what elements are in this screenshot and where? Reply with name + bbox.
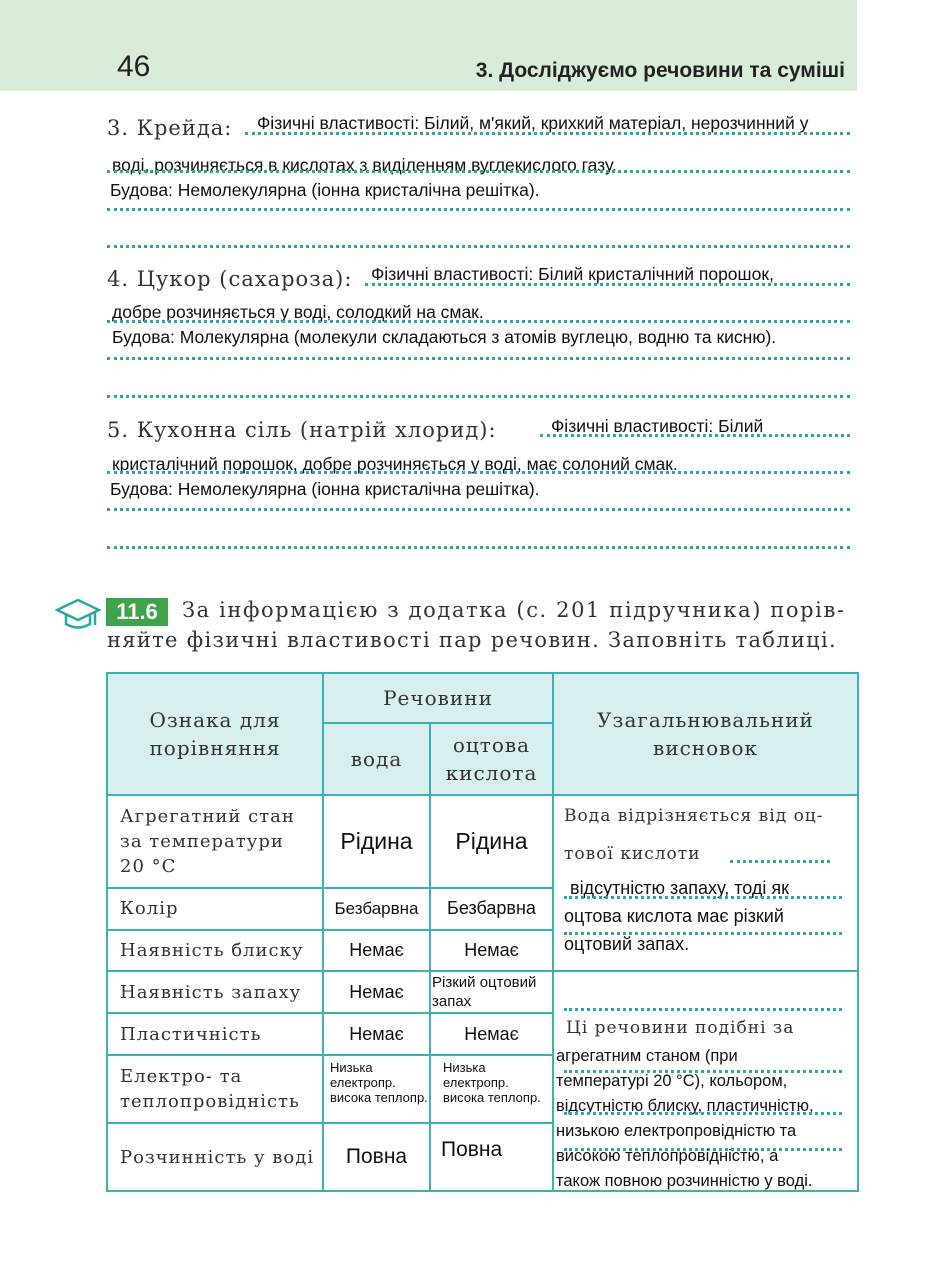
feature-cell: Розчинність у воді — [107, 1123, 323, 1191]
water-value: Повна — [323, 1123, 430, 1191]
feature-cell: Наявність запаху — [107, 971, 323, 1013]
conclusion-hand-line: також повною розчинністю у воді. — [556, 1172, 813, 1190]
answer-line: добре розчиняється у воді, солодкий на смак. — [112, 302, 484, 322]
acid-value: Повна — [430, 1123, 553, 1191]
dotted-line — [107, 170, 850, 173]
feature-cell: Агрегатний стан за температури 20 °С — [107, 795, 323, 888]
acid-value: Немає — [430, 930, 553, 971]
answer-line: Фізичні властивості: Білий — [551, 416, 764, 436]
feature-cell: Пластичність — [107, 1013, 323, 1054]
dotted-line — [564, 1112, 842, 1115]
water-value: Немає — [323, 1013, 430, 1054]
conclusion-hand-line: агрегатним станом (при — [556, 1047, 738, 1065]
dotted-line — [730, 860, 830, 863]
conclusion-cell-similarities — [553, 971, 858, 1191]
dotted-line — [107, 395, 850, 398]
answer-line: кристалічний порошок, добре розчиняється у воді, має солоний смак. — [112, 454, 678, 474]
conclusion-hand-line: оцтовий запах. — [564, 934, 690, 954]
conclusion-cell-differences — [553, 795, 858, 971]
dotted-line — [107, 546, 850, 549]
graduation-cap-icon — [55, 597, 101, 633]
water-value: Немає — [323, 971, 430, 1013]
dotted-line — [245, 132, 850, 135]
acid-value: Немає — [430, 1013, 553, 1054]
item-label: 5. Кухонна сіль (натрій хлорид): — [107, 418, 497, 442]
item-label: 3. Крейда: — [107, 116, 233, 140]
acid-value: Низька електропр. висока теплопр. — [430, 1055, 553, 1124]
water-value: Низька електропр. висока теплопр. — [323, 1055, 430, 1124]
dotted-line — [564, 896, 842, 899]
dotted-line — [107, 357, 850, 360]
conclusion-printed-line: тової кислоти — [564, 844, 701, 864]
answer-line: Фізичні властивості: Білий кристалічний порошок, — [371, 264, 774, 284]
water-value: Немає — [323, 930, 430, 971]
conclusion-hand-line: температурі 20 °С), кольором, — [556, 1072, 788, 1090]
answer-line: Будова: Немолекулярна (іонна кристалічна решітка). — [110, 180, 540, 200]
water-value: Безбарвна — [323, 888, 430, 929]
feature-cell: Електро- та теплопровідність — [107, 1055, 323, 1124]
dotted-line — [107, 508, 850, 511]
dotted-line — [365, 283, 850, 286]
conclusion-hand-line: низькою електропровідністю та — [556, 1122, 797, 1140]
answer-line: Будова: Немолекулярна (іонна кристалічна решітка). — [110, 479, 540, 499]
feature-cell: Наявність блиску — [107, 930, 323, 971]
comparison-table — [106, 672, 859, 1192]
dotted-line — [107, 208, 850, 211]
dotted-line — [107, 471, 850, 474]
acid-value: Рідина — [430, 795, 553, 888]
chapter-title: 3. Досліджуємо речовини та суміші — [475, 59, 845, 82]
acid-value: Різкий оцтовий запах — [430, 971, 553, 1013]
dotted-line — [540, 434, 850, 437]
task-text-line-1: За інформацією з додатка (с. 201 підручника) порів- — [182, 598, 846, 622]
header-conclusion: Узагальнювальний висновок — [553, 673, 858, 795]
header-substances: Речовини — [323, 673, 553, 723]
header-water: вода — [323, 723, 430, 795]
conclusion-printed-line: Ці речовини подібні за — [566, 1018, 795, 1038]
conclusion-hand-line: високою теплопровідністю, а — [556, 1147, 779, 1165]
dotted-line — [107, 245, 850, 248]
task-number-badge: 11.6 — [106, 598, 168, 626]
header-acid: оцтова кислота — [430, 723, 553, 795]
conclusion-hand-line: відсутністю запаху, тоді як — [570, 878, 789, 898]
conclusion-hand-line: оцтова кислота має різкий — [564, 906, 784, 926]
answer-line: воді, розчиняється в кислотах з виділенням вуглекислого газу. — [112, 155, 617, 175]
answer-line: Будова: Молекулярна (молекули складаються з атомів вуглецю, водню та кисню). — [112, 327, 777, 347]
water-value: Рідина — [323, 795, 430, 888]
dotted-line — [107, 320, 850, 323]
answer-line: Фізичні властивості: Білий, м'який, крихкий матеріал, нерозчинний у — [257, 113, 809, 133]
conclusion-printed-line: Вода відрізняється від оц- — [564, 806, 824, 826]
conclusion-hand-line: відсутністю блиску, пластичністю, — [556, 1097, 814, 1115]
page-number: 46 — [117, 50, 151, 83]
acid-value: Безбарвна — [430, 888, 553, 929]
task-text-line-2: няйте фізичні властивості пар речовин. Заповніть таблиці. — [107, 628, 837, 652]
feature-cell: Колір — [107, 888, 323, 929]
item-label: 4. Цукор (сахароза): — [107, 267, 353, 291]
header-feature: Ознака для порівняння — [107, 673, 323, 795]
dotted-line — [564, 1008, 842, 1011]
